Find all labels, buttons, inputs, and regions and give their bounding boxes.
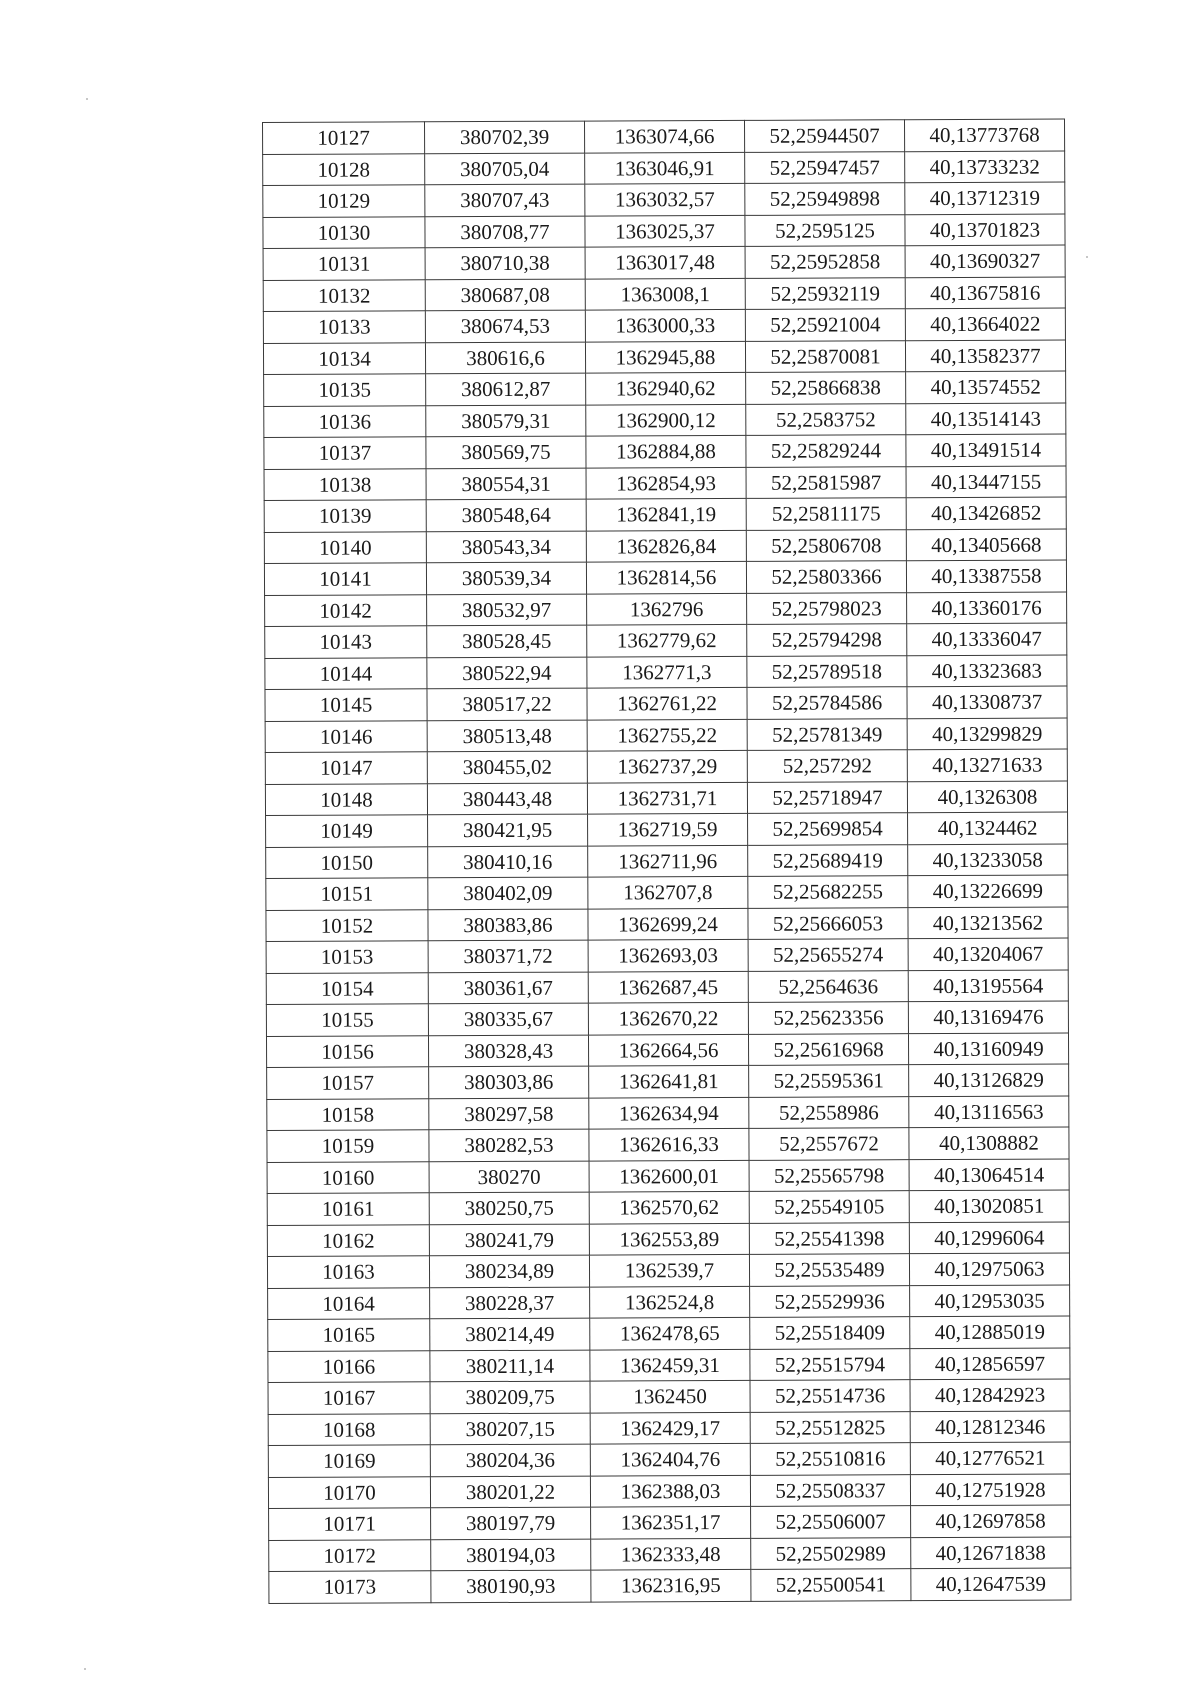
table-row: [268, 1442, 1070, 1477]
longitude-cell: 40,12812346: [910, 1410, 1070, 1442]
y-coordinate-cell: 1362854,93: [586, 467, 746, 499]
y-coordinate-cell: 1362616,33: [589, 1128, 749, 1160]
y-coordinate-cell: 1362779,62: [587, 624, 747, 656]
table-row: [263, 245, 1065, 280]
longitude-cell: 40,13169476: [908, 1001, 1068, 1033]
y-coordinate-cell: 1362796: [587, 593, 747, 625]
point-number-cell: 10136: [264, 405, 426, 437]
table-row: [269, 1505, 1071, 1540]
latitude-cell: 52,25666053: [748, 907, 908, 939]
point-number-cell: 10171: [269, 1508, 431, 1540]
x-coordinate-cell: 380548,64: [426, 499, 586, 531]
point-number-cell: 10162: [267, 1224, 429, 1256]
table-row: [267, 1127, 1069, 1162]
table-row: [266, 875, 1068, 910]
scan-speck: [86, 98, 88, 100]
table-row: [265, 717, 1067, 752]
point-number-cell: 10131: [263, 248, 425, 280]
table-row: [263, 308, 1065, 343]
y-coordinate-cell: 1362940,62: [586, 372, 746, 404]
latitude-cell: 52,25718947: [747, 781, 907, 813]
point-number-cell: 10129: [263, 185, 425, 217]
x-coordinate-cell: 380532,97: [427, 594, 587, 626]
table-row: [267, 1064, 1069, 1099]
point-number-cell: 10165: [268, 1319, 430, 1351]
x-coordinate-cell: 380204,36: [430, 1444, 590, 1476]
table-row: [266, 906, 1068, 941]
latitude-cell: 52,25512825: [750, 1411, 910, 1443]
longitude-cell: 40,13213562: [908, 906, 1068, 938]
y-coordinate-cell: 1362570,62: [589, 1191, 749, 1223]
y-coordinate-cell: 1362478,65: [590, 1317, 750, 1349]
point-number-cell: 10146: [265, 720, 427, 752]
x-coordinate-cell: 380612,87: [426, 373, 586, 405]
point-number-cell: 10144: [265, 657, 427, 689]
longitude-cell: 40,12751928: [910, 1473, 1070, 1505]
coordinates-table: [262, 118, 1071, 1603]
table-row: [269, 1568, 1071, 1603]
x-coordinate-cell: 380410,16: [428, 846, 588, 878]
point-number-cell: 10163: [267, 1256, 429, 1288]
table-row: [263, 339, 1065, 374]
longitude-cell: 40,13226699: [908, 875, 1068, 907]
latitude-cell: 52,25815987: [746, 466, 906, 498]
longitude-cell: 40,13675816: [905, 276, 1065, 308]
table-row: [264, 560, 1066, 595]
latitude-cell: 52,25699854: [748, 813, 908, 845]
latitude-cell: 52,25794298: [747, 624, 907, 656]
longitude-cell: 40,13514143: [906, 402, 1066, 434]
table-row: [268, 1284, 1070, 1319]
latitude-cell: 52,25952858: [745, 246, 905, 278]
x-coordinate-cell: 380569,75: [426, 436, 586, 468]
latitude-cell: 52,25565798: [749, 1159, 909, 1191]
latitude-cell: 52,25529936: [750, 1285, 910, 1317]
x-coordinate-cell: 380687,08: [425, 279, 585, 311]
x-coordinate-cell: 380234,89: [429, 1255, 589, 1287]
longitude-cell: 40,13064514: [909, 1158, 1069, 1190]
point-number-cell: 10158: [267, 1098, 429, 1130]
longitude-cell: 40,12776521: [910, 1442, 1070, 1474]
latitude-cell: 52,25806708: [746, 529, 906, 561]
latitude-cell: 52,2557672: [749, 1128, 909, 1160]
point-number-cell: 10168: [268, 1413, 430, 1445]
point-number-cell: 10167: [268, 1382, 430, 1414]
x-coordinate-cell: 380361,67: [428, 972, 588, 1004]
longitude-cell: 40,12996064: [909, 1221, 1069, 1253]
table-row: [265, 591, 1067, 626]
y-coordinate-cell: 1362670,22: [588, 1002, 748, 1034]
table-row: [266, 812, 1068, 847]
latitude-cell: 52,25789518: [747, 655, 907, 687]
y-coordinate-cell: 1362699,24: [588, 908, 748, 940]
point-number-cell: 10170: [268, 1476, 430, 1508]
y-coordinate-cell: 1362711,96: [588, 845, 748, 877]
longitude-cell: 40,13690327: [905, 245, 1065, 277]
longitude-cell: 40,13701823: [905, 213, 1065, 245]
latitude-cell: 52,25803366: [746, 561, 906, 593]
y-coordinate-cell: 1362814,56: [586, 561, 746, 593]
latitude-cell: 52,2595125: [745, 214, 905, 246]
x-coordinate-cell: 380211,14: [430, 1350, 590, 1382]
y-coordinate-cell: 1362771,3: [587, 656, 747, 688]
latitude-cell: 52,25518409: [750, 1317, 910, 1349]
x-coordinate-cell: 380517,22: [427, 688, 587, 720]
y-coordinate-cell: 1362826,84: [586, 530, 746, 562]
latitude-cell: 52,25784586: [747, 687, 907, 719]
latitude-cell: 52,25549105: [749, 1191, 909, 1223]
x-coordinate-cell: 380270: [429, 1161, 589, 1193]
x-coordinate-cell: 380710,38: [425, 247, 585, 279]
table-row: [263, 119, 1065, 154]
point-number-cell: 10148: [265, 783, 427, 815]
x-coordinate-cell: 380197,79: [431, 1507, 591, 1539]
longitude-cell: 40,13574552: [906, 371, 1066, 403]
y-coordinate-cell: 1362755,22: [587, 719, 747, 751]
longitude-cell: 40,13126829: [909, 1064, 1069, 1096]
latitude-cell: 52,25500541: [751, 1569, 911, 1601]
point-number-cell: 10152: [266, 909, 428, 941]
x-coordinate-cell: 380250,75: [429, 1192, 589, 1224]
x-coordinate-cell: 380209,75: [430, 1381, 590, 1413]
y-coordinate-cell: 1362316,95: [591, 1569, 751, 1601]
x-coordinate-cell: 380528,45: [427, 625, 587, 657]
longitude-cell: 40,1324462: [908, 812, 1068, 844]
table-row: [268, 1379, 1070, 1414]
point-number-cell: 10142: [265, 594, 427, 626]
latitude-cell: 52,25781349: [747, 718, 907, 750]
longitude-cell: 40,12647539: [911, 1568, 1071, 1600]
table-row: [266, 1032, 1068, 1067]
y-coordinate-cell: 1362351,17: [591, 1506, 751, 1538]
table-row: [266, 969, 1068, 1004]
y-coordinate-cell: 1362333,48: [591, 1538, 751, 1570]
latitude-cell: 52,25535489: [749, 1254, 909, 1286]
table-row: [266, 843, 1068, 878]
point-number-cell: 10130: [263, 216, 425, 248]
x-coordinate-cell: 380282,53: [429, 1129, 589, 1161]
point-number-cell: 10140: [264, 531, 426, 563]
table-row: [264, 434, 1066, 469]
latitude-cell: 52,25623356: [748, 1002, 908, 1034]
longitude-cell: 40,13733232: [905, 150, 1065, 182]
y-coordinate-cell: 1362450: [590, 1380, 750, 1412]
x-coordinate-cell: 380194,03: [431, 1539, 591, 1571]
longitude-cell: 40,12885019: [910, 1316, 1070, 1348]
table-row: [263, 276, 1065, 311]
table-row: [265, 623, 1067, 658]
point-number-cell: 10155: [266, 1004, 428, 1036]
latitude-cell: 52,2564636: [748, 970, 908, 1002]
y-coordinate-cell: 1363074,66: [584, 120, 744, 152]
x-coordinate-cell: 380674,53: [425, 310, 585, 342]
table-row: [265, 654, 1067, 689]
point-number-cell: 10160: [267, 1161, 429, 1193]
latitude-cell: 52,25655274: [748, 939, 908, 971]
x-coordinate-cell: 380241,79: [429, 1224, 589, 1256]
longitude-cell: 40,13020851: [909, 1190, 1069, 1222]
point-number-cell: 10133: [263, 311, 425, 343]
y-coordinate-cell: 1363017,48: [585, 246, 745, 278]
table-row: [264, 465, 1066, 500]
longitude-cell: 40,12842923: [910, 1379, 1070, 1411]
table-row: [267, 1158, 1069, 1193]
x-coordinate-cell: 380702,39: [425, 121, 585, 153]
longitude-cell: 40,13299829: [907, 717, 1067, 749]
longitude-cell: 40,13426852: [906, 497, 1066, 529]
longitude-cell: 40,13116563: [909, 1095, 1069, 1127]
y-coordinate-cell: 1362707,8: [588, 876, 748, 908]
latitude-cell: 52,25829244: [746, 435, 906, 467]
longitude-cell: 40,13308737: [907, 686, 1067, 718]
table-row: [268, 1473, 1070, 1508]
latitude-cell: 52,25510816: [750, 1443, 910, 1475]
y-coordinate-cell: 1362737,29: [587, 750, 747, 782]
table-row: [264, 371, 1066, 406]
x-coordinate-cell: 380443,48: [427, 783, 587, 815]
latitude-cell: 52,25921004: [745, 309, 905, 341]
point-number-cell: 10159: [267, 1130, 429, 1162]
y-coordinate-cell: 1362459,31: [590, 1349, 750, 1381]
scan-speck: [84, 1668, 86, 1670]
point-number-cell: 10164: [268, 1287, 430, 1319]
longitude-cell: 40,13323683: [907, 654, 1067, 686]
y-coordinate-cell: 1362731,71: [587, 782, 747, 814]
y-coordinate-cell: 1362945,88: [585, 341, 745, 373]
longitude-cell: 40,13271633: [907, 749, 1067, 781]
longitude-cell: 40,13712319: [905, 182, 1065, 214]
table-row: [264, 528, 1066, 563]
latitude-cell: 52,25689419: [748, 844, 908, 876]
latitude-cell: 52,25811175: [746, 498, 906, 530]
longitude-cell: 40,12697858: [911, 1505, 1071, 1537]
point-number-cell: 10137: [264, 437, 426, 469]
table-row: [267, 1253, 1069, 1288]
x-coordinate-cell: 380708,77: [425, 216, 585, 248]
longitude-cell: 40,1326308: [907, 780, 1067, 812]
table-row: [265, 686, 1067, 721]
point-number-cell: 10151: [266, 878, 428, 910]
x-coordinate-cell: 380705,04: [425, 153, 585, 185]
point-number-cell: 10172: [269, 1539, 431, 1571]
latitude-cell: 52,25947457: [745, 151, 905, 183]
point-number-cell: 10128: [263, 153, 425, 185]
x-coordinate-cell: 380297,58: [429, 1098, 589, 1130]
point-number-cell: 10139: [264, 500, 426, 532]
point-number-cell: 10132: [263, 279, 425, 311]
table-row: [267, 1095, 1069, 1130]
longitude-cell: 40,13447155: [906, 465, 1066, 497]
point-number-cell: 10169: [268, 1445, 430, 1477]
longitude-cell: 40,12953035: [910, 1284, 1070, 1316]
latitude-cell: 52,25616968: [748, 1033, 908, 1065]
longitude-cell: 40,13387558: [906, 560, 1066, 592]
point-number-cell: 10143: [265, 626, 427, 658]
y-coordinate-cell: 1362600,01: [589, 1160, 749, 1192]
x-coordinate-cell: 380190,93: [431, 1570, 591, 1602]
table-row: [268, 1316, 1070, 1351]
y-coordinate-cell: 1362693,03: [588, 939, 748, 971]
x-coordinate-cell: 380539,34: [426, 562, 586, 594]
longitude-cell: 40,13336047: [907, 623, 1067, 655]
x-coordinate-cell: 380335,67: [428, 1003, 588, 1035]
x-coordinate-cell: 380371,72: [428, 940, 588, 972]
latitude-cell: 52,25541398: [749, 1222, 909, 1254]
y-coordinate-cell: 1362900,12: [586, 404, 746, 436]
x-coordinate-cell: 380616,6: [425, 342, 585, 374]
point-number-cell: 10154: [266, 972, 428, 1004]
latitude-cell: 52,25506007: [751, 1506, 911, 1538]
point-number-cell: 10141: [264, 563, 426, 595]
x-coordinate-cell: 380201,22: [430, 1476, 590, 1508]
y-coordinate-cell: 1363000,33: [585, 309, 745, 341]
table-row: [263, 150, 1065, 185]
latitude-cell: 52,25870081: [745, 340, 905, 372]
point-number-cell: 10156: [266, 1035, 428, 1067]
longitude-cell: 40,13195564: [908, 969, 1068, 1001]
table-row: [263, 213, 1065, 248]
x-coordinate-cell: 380228,37: [430, 1287, 590, 1319]
table-row: [267, 1190, 1069, 1225]
point-number-cell: 10134: [263, 342, 425, 374]
table-row: [263, 182, 1065, 217]
latitude-cell: 52,2583752: [746, 403, 906, 435]
table-row: [266, 1001, 1068, 1036]
y-coordinate-cell: 1363008,1: [585, 278, 745, 310]
table-row: [267, 1221, 1069, 1256]
longitude-cell: 40,13664022: [905, 308, 1065, 340]
point-number-cell: 10166: [268, 1350, 430, 1382]
x-coordinate-cell: 380421,95: [428, 814, 588, 846]
y-coordinate-cell: 1362634,94: [589, 1097, 749, 1129]
latitude-cell: 52,25866838: [746, 372, 906, 404]
point-number-cell: 10147: [265, 752, 427, 784]
y-coordinate-cell: 1362687,45: [588, 971, 748, 1003]
longitude-cell: 40,12671838: [911, 1536, 1071, 1568]
x-coordinate-cell: 380554,31: [426, 468, 586, 500]
y-coordinate-cell: 1363046,91: [585, 152, 745, 184]
y-coordinate-cell: 1362553,89: [589, 1223, 749, 1255]
y-coordinate-cell: 1362429,17: [590, 1412, 750, 1444]
table-row: [264, 402, 1066, 437]
x-coordinate-cell: 380522,94: [427, 657, 587, 689]
x-coordinate-cell: 380707,43: [425, 184, 585, 216]
y-coordinate-cell: 1362664,56: [588, 1034, 748, 1066]
longitude-cell: 40,12975063: [909, 1253, 1069, 1285]
x-coordinate-cell: 380328,43: [428, 1035, 588, 1067]
scan-speck: [1086, 256, 1088, 258]
y-coordinate-cell: 1362761,22: [587, 687, 747, 719]
longitude-cell: 40,13204067: [908, 938, 1068, 970]
longitude-cell: 40,13491514: [906, 434, 1066, 466]
y-coordinate-cell: 1362539,7: [589, 1254, 749, 1286]
x-coordinate-cell: 380455,02: [427, 751, 587, 783]
point-number-cell: 10173: [269, 1571, 431, 1603]
x-coordinate-cell: 380402,09: [428, 877, 588, 909]
y-coordinate-cell: 1362404,76: [590, 1443, 750, 1475]
x-coordinate-cell: 380383,86: [428, 909, 588, 941]
y-coordinate-cell: 1362524,8: [590, 1286, 750, 1318]
y-coordinate-cell: 1363025,37: [585, 215, 745, 247]
x-coordinate-cell: 380513,48: [427, 720, 587, 752]
longitude-cell: 40,13773768: [904, 119, 1064, 151]
y-coordinate-cell: 1362388,03: [590, 1475, 750, 1507]
point-number-cell: 10145: [265, 689, 427, 721]
latitude-cell: 52,25944507: [744, 120, 904, 152]
x-coordinate-cell: 380207,15: [430, 1413, 590, 1445]
table-row: [268, 1410, 1070, 1445]
point-number-cell: 10138: [264, 468, 426, 500]
longitude-cell: 40,13233058: [908, 843, 1068, 875]
x-coordinate-cell: 380579,31: [426, 405, 586, 437]
y-coordinate-cell: 1362841,19: [586, 498, 746, 530]
point-number-cell: 10135: [264, 374, 426, 406]
table-row: [264, 497, 1066, 532]
point-number-cell: 10161: [267, 1193, 429, 1225]
longitude-cell: 40,12856597: [910, 1347, 1070, 1379]
point-number-cell: 10127: [263, 122, 425, 154]
x-coordinate-cell: 380543,34: [426, 531, 586, 563]
latitude-cell: 52,25515794: [750, 1348, 910, 1380]
table-row: [265, 780, 1067, 815]
longitude-cell: 40,13160949: [908, 1032, 1068, 1064]
y-coordinate-cell: 1362884,88: [586, 435, 746, 467]
table-row: [268, 1347, 1070, 1382]
point-number-cell: 10149: [266, 815, 428, 847]
latitude-cell: 52,25502989: [751, 1537, 911, 1569]
longitude-cell: 40,13405668: [906, 528, 1066, 560]
y-coordinate-cell: 1362641,81: [589, 1065, 749, 1097]
y-coordinate-cell: 1362719,59: [588, 813, 748, 845]
point-number-cell: 10157: [267, 1067, 429, 1099]
table-row: [265, 749, 1067, 784]
longitude-cell: 40,13582377: [905, 339, 1065, 371]
x-coordinate-cell: 380303,86: [429, 1066, 589, 1098]
latitude-cell: 52,257292: [747, 750, 907, 782]
table-row: [269, 1536, 1071, 1571]
longitude-cell: 40,1308882: [909, 1127, 1069, 1159]
latitude-cell: 52,25514736: [750, 1380, 910, 1412]
point-number-cell: 10153: [266, 941, 428, 973]
latitude-cell: 52,25932119: [745, 277, 905, 309]
coordinates-table-body: [263, 119, 1071, 1603]
y-coordinate-cell: 1363032,57: [585, 183, 745, 215]
latitude-cell: 52,25595361: [749, 1065, 909, 1097]
point-number-cell: 10150: [266, 846, 428, 878]
latitude-cell: 52,25949898: [745, 183, 905, 215]
latitude-cell: 52,2558986: [749, 1096, 909, 1128]
latitude-cell: 52,25798023: [747, 592, 907, 624]
longitude-cell: 40,13360176: [907, 591, 1067, 623]
latitude-cell: 52,25682255: [748, 876, 908, 908]
latitude-cell: 52,25508337: [750, 1474, 910, 1506]
table-row: [266, 938, 1068, 973]
x-coordinate-cell: 380214,49: [430, 1318, 590, 1350]
